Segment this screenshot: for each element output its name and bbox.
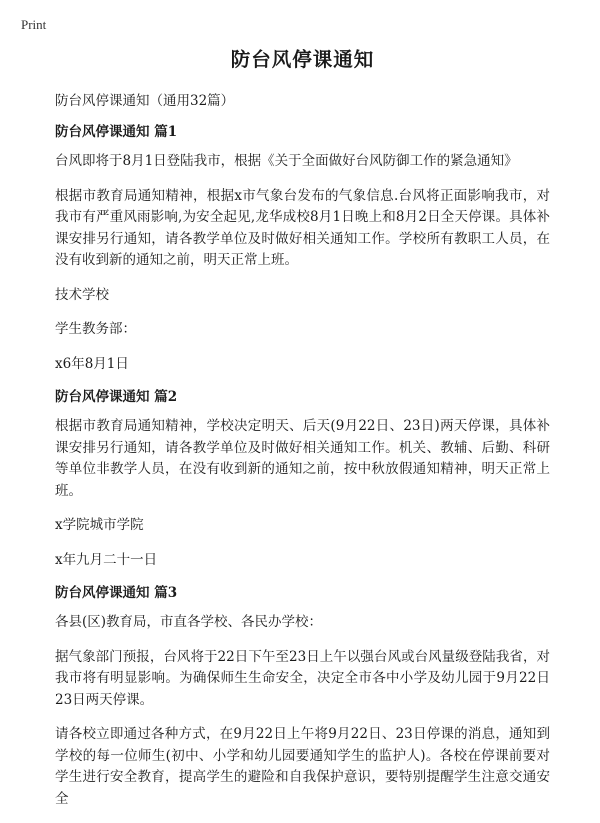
signature-organization: 技术学校 [55,286,109,303]
paragraph: 根据市教育局通知精神，根据x市气象台发布的气象信息.台风将正面影响我市，对我市有严重风雨影响,为安全起见,龙华成校8月1日晚上和8月2日全天停课。具体补课安排另行通知，请各教学单位及时做好相关通知工作。学校所有教职工人员，在没有收到新的通知之前，明天正常上班。 [55,187,550,268]
paragraph: 台风即将于8月1日登陆我市，根据《关于全面做好台风防御工作的紧急通知》 [55,153,518,169]
signature-department: 学生教务部： [55,321,136,337]
signature-date: x6年8月1日 [55,355,129,372]
paragraph: 根据市教育局通知精神，学校决定明天、后天(9月22日、23日)两天停课，具体补课安排另行通知，请各教学单位及时做好相关通知工作。机关、教辅、后勤、科研等单位非教学人员，在没有收到新的通知之前，按中秋放假通知精神，明天正常上班。 [55,418,550,499]
print-label[interactable]: Print [21,17,47,32]
paragraph: 请各校立即通过各种方式，在9月22日上午将9月22日、23日停课的消息，通知到学校的每一位师生(初中、小学和幼儿园要通知学生的监护人)。各校在停课前要对学生进行安全教育，提高学生的避险和自我保护意识，要特别提醒学生注意交通安全 [55,726,550,807]
section-heading-1: 防台风停课通知 篇1 [55,124,178,140]
document-page [55,48,550,823]
section-heading-3: 防台风停课通知 篇3 [55,585,178,601]
paragraph: 据气象部门预报，台风将于22日下午至23日上午以强台风或台风量级登陆我省，对我市将有明显影响。为确保师生生命安全，决定全市各中小学及幼儿园于9月22日23日两天停课。 [55,648,550,708]
signature-date: x年九月二十一日 [55,551,158,568]
signature-organization: x学院城市学院 [55,517,144,533]
section-heading-2: 防台风停课通知 篇2 [55,389,178,405]
paragraph: 各县(区)教育局，市直各学校、各民办学校： [55,614,323,630]
document-title: 防台风停课通知 [230,48,375,71]
document-subtitle: 防台风停课通知（通用32篇） [55,93,235,109]
